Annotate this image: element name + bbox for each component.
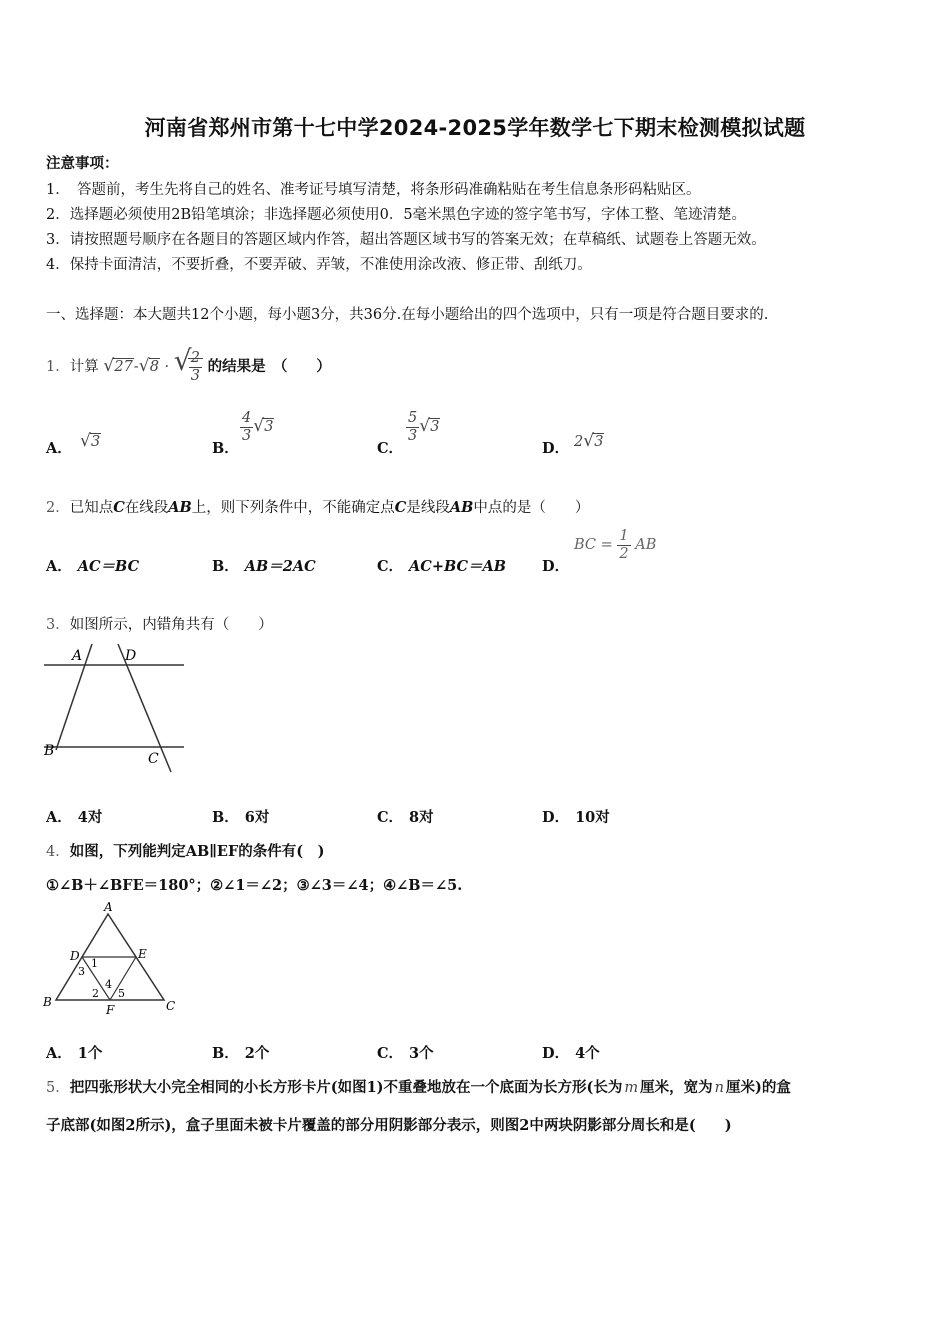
option-a[interactable]: A． 4对: [46, 809, 103, 826]
option-b[interactable]: B． 6对: [212, 809, 270, 826]
conditions: ①∠B＋∠BFE＝180°；②∠1＝∠2；③∠3＝∠4；④∠B＝∠5.: [46, 877, 463, 894]
label-C: C: [166, 999, 176, 1013]
notice-item: 2．选择题必须使用2B铅笔填涂；非选择题必须使用0．5毫米黑色字迹的签字笔书写，字体工整、笔迹清楚。: [46, 207, 747, 223]
triangle-figure: [40, 900, 185, 1020]
question-1: 1．计算 √ 27- √ 8 · √ $\frac{2}{3}$ 的结果是 （ ）: [46, 344, 331, 384]
label-D: D: [125, 648, 137, 664]
angle-1: 1: [91, 957, 98, 970]
math-expression: $\frac{4}{3}$ √ 3: [242, 410, 274, 444]
option-c[interactable]: C． 3个: [377, 1045, 434, 1062]
notice-heading: 注意事项：: [46, 155, 119, 172]
option-a[interactable]: A． 1个: [46, 1045, 103, 1062]
label-A: A: [104, 900, 113, 914]
page-title: 河南省郑州市第十七中学2024-2025学年数学七下期末检测模拟试题: [144, 116, 806, 140]
label-B: B: [44, 743, 55, 759]
question-3: 3．如图所示，内错角共有（ ）: [46, 617, 273, 633]
math-expression: √ 3: [80, 431, 101, 451]
angle-2: 2: [92, 987, 99, 1000]
option-b[interactable]: B． AB＝2AC: [212, 558, 316, 575]
math-expression: 2 √ 3: [574, 431, 604, 451]
option-c[interactable]: C． 8对: [377, 809, 434, 826]
option-c[interactable]: C． AC+BC＝AB: [377, 558, 507, 575]
notice-item: 3．请按照题号顺序在各题目的答题区域内作答，超出答题区域书写的答案无效；在草稿纸、试题卷上答题无效。: [46, 232, 766, 248]
option-b[interactable]: B．: [212, 440, 239, 457]
math-expression: BC = $\frac{1}{2}$ AB: [574, 528, 657, 562]
label-B: B: [43, 995, 52, 1009]
option-d[interactable]: D．: [542, 558, 570, 575]
notice-item: 4．保持卡面清洁，不要折叠，不要弄破、弄皱，不准使用涂改液、修正带、刮纸刀。: [46, 257, 592, 273]
question-4: 4．如图，下列能判定AB∥EF的条件有( ): [46, 843, 325, 860]
label-F: F: [106, 1003, 115, 1017]
option-d[interactable]: D． 4个: [542, 1045, 600, 1062]
question-5-line-2: 子底部(如图2所示)，盒子里面未被卡片覆盖的部分用阴影部分表示，则图2中两块阴影部分周长和是( ): [46, 1117, 732, 1134]
notice-item: 1． 答题前，考生先将自己的姓名、准考证号填写清楚，将条形码准确粘贴在考生信息条形码粘贴区。: [46, 182, 701, 198]
label-E: E: [138, 947, 147, 961]
label-D: D: [70, 949, 80, 963]
section-heading: 一、选择题：本大题共12个小题，每小题3分，共36分.在每小题给出的四个选项中，只有一项是符合题目要求的.: [46, 307, 769, 323]
option-d[interactable]: D． 10对: [542, 809, 610, 826]
math-expression: √ 27- √ 8 · √ $\frac{2}{3}$: [103, 359, 207, 375]
angle-3: 3: [78, 965, 85, 978]
parallel-lines-figure: [40, 640, 190, 775]
angle-5: 5: [118, 987, 125, 1000]
label-C: C: [148, 751, 159, 767]
question-5: 5．把四张形状大小完全相同的小长方形卡片(如图1)不重叠地放在一个底面为长方形(长为 m 厘米，宽为 n 厘米)的盒: [46, 1079, 791, 1096]
option-a[interactable]: A． AC＝BC: [46, 558, 140, 575]
option-c[interactable]: C．: [377, 440, 404, 457]
option-b[interactable]: B． 2个: [212, 1045, 270, 1062]
option-d[interactable]: D．: [542, 440, 570, 457]
angle-4: 4: [105, 978, 112, 991]
question-2: 2．已知点C在线段AB上，则下列条件中，不能确定点C是线段AB中点的是（ ）: [46, 499, 590, 516]
math-expression: $\frac{5}{3}$ √ 3: [408, 410, 440, 444]
label-A: A: [72, 648, 83, 664]
option-a[interactable]: A．: [46, 440, 72, 457]
question-number: 1．: [46, 359, 70, 376]
